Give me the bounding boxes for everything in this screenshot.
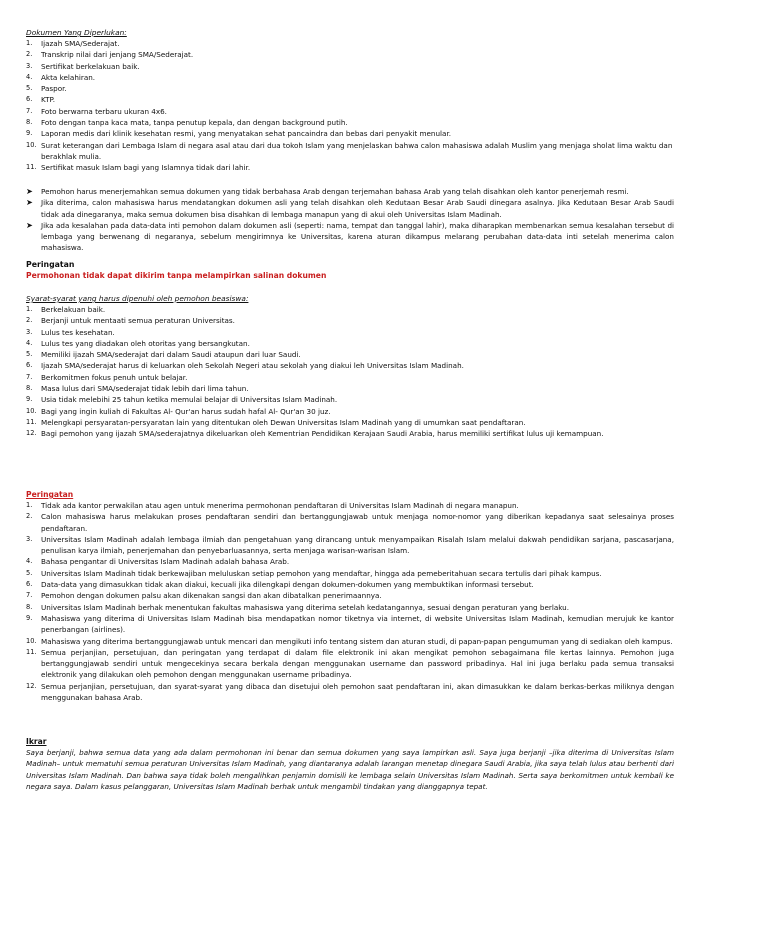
list-number: 7. (26, 591, 33, 600)
warning-list-item (26, 500, 674, 511)
list-number: 11. (26, 417, 37, 426)
document-list-item (26, 61, 674, 72)
document-list-item (26, 94, 674, 105)
requirement-list-item (26, 360, 604, 371)
note-text: Pemohon harus menerjemahkan semua dokumen yang tidak berbahasa Arab dengan terjemahan bahasa Arab yang telah disahkan oleh kantor penerjemah resmi. (41, 187, 629, 196)
warnings-title: Peringatan (26, 490, 74, 499)
list-number: 2. (26, 512, 33, 521)
requirement-list-item (26, 417, 604, 428)
arrow-bullet-icon: ➤ (26, 197, 33, 208)
warning-list-item (26, 590, 674, 601)
warning-list-item (26, 511, 674, 534)
requirement-list-item (26, 428, 604, 439)
list-item-text: Semua perjanjian, persetujuan, dan peringatan yang terdapat di dalam file elektronik ini akan mengikat pemohon sebagaimana file kertas lainnya. Pemohon juga bertanggungjawab sendiri untuk mengecekinya secara berkala dengan menggunakan username dan password pribadinya. Hal ini juga berlaku pada semua transaksi elektronik yang dilakukan oleh pemohon dengan menggunakan username pribadinya. (41, 647, 674, 680)
pledge-section (26, 736, 674, 792)
list-number: 8. (26, 602, 33, 611)
warning-and-requirements-section (26, 259, 604, 440)
list-item-text: Universitas Islam Madinah tidak berkewajiban meluluskan setiap pemohon yang mendaftar, hingga ada pemeberitahuan secara tertulis dari pihak kampus. (41, 568, 602, 578)
required-documents-section (26, 27, 674, 174)
list-item-text: Masa lulus dari SMA/sederajat tidak lebih dari lima tahun. (41, 384, 249, 394)
list-item-text: Ijazah SMA/Sederajat. (41, 39, 120, 48)
list-number: 1. (26, 39, 33, 47)
list-item-text: Universitas Islam Madinah berhak menentukan fakultas mahasiswa yang diterima setelah kedatangannya, sesuai dengan peraturan yang berlaku. (41, 602, 570, 612)
document-list-item (26, 49, 674, 60)
list-item-text: Memiliki ijazah SMA/sederajat dari dalam Saudi ataupun dari luar Saudi. (41, 350, 301, 360)
list-item-text: Bahasa pengantar di Universitas Islam Madinah adalah bahasa Arab. (41, 557, 290, 567)
list-item-text: Pemohon dengan dokumen palsu akan dikenakan sangsi dan akan dibatalkan penerimaannya. (41, 591, 382, 601)
warning-list-item (26, 636, 674, 647)
requirement-list-item (26, 304, 604, 315)
warning-list-item (26, 579, 674, 590)
list-number: 11. (26, 647, 37, 656)
document-list-item (26, 72, 674, 83)
list-item-text: Sertifikat masuk Islam bagi yang Islamnya tidak dari lahir. (41, 163, 251, 173)
note-text: Jika ada kesalahan pada data-data inti pemohon dalam dokumen asli (seperti: nama, tempat dan tanggal lahir), maka diharapkan membenarkan semua kesalahan tersebut di lembaga yang berwenang di negaranya, sebelum mengirimnya ke Universitas, karena aturan dikampus melarang perubahan data-data inti setelah menerima calon mahasiswa. (41, 220, 674, 253)
requirements-heading: Syarat-syarat yang harus dipenuhi oleh pemohon beasiswa: (26, 294, 249, 303)
requirement-list-item (26, 338, 604, 349)
requirement-list-item (26, 315, 604, 326)
list-item-text: Bagi yang ingin kuliah di Fakultas Al- Qur'an harus sudah hafal Al- Qur'an 30 juz. (41, 406, 331, 416)
requirements-list (26, 304, 604, 440)
list-number: 6. (26, 580, 33, 589)
list-number: 3. (26, 534, 33, 543)
list-number: 5. (26, 84, 33, 93)
required-documents-heading: Dokumen Yang Diperlukan: (26, 28, 127, 37)
list-number: 3. (26, 61, 33, 70)
list-item-text: Akta kelahiran. (41, 72, 96, 82)
requirement-list-item (26, 372, 604, 383)
warning-list-item (26, 556, 674, 567)
requirement-list-item (26, 394, 604, 405)
list-number: 1. (26, 501, 33, 509)
document-list-item (26, 106, 674, 117)
list-item-text: Transkrip nilai dari jenjang SMA/Sederajat. (41, 50, 194, 60)
list-number: 4. (26, 72, 33, 81)
list-item-text: Paspor. (41, 84, 67, 94)
note-text: Jika diterima, calon mahasiswa harus mendatangkan dokumen asli yang telah disahkan oleh Kedutaan Besar Arab Saudi dinegara asalnya. Jika Kedutaan Besar Arab Saudi tidak ada dinegaranya, maka semua dokumen bisa disahkan di lembaga manapun yang di akui oleh Universitas Islam Madinah. (41, 198, 674, 219)
list-item-text: Berkomitmen fokus penuh untuk belajar. (41, 372, 188, 382)
document-list-item (26, 162, 674, 173)
requirement-list-item (26, 406, 604, 417)
document-list-item (26, 128, 674, 139)
list-item-text: Lulus tes yang diadakan oleh otoritas yang bersangkutan. (41, 338, 250, 348)
document-list-item (26, 83, 674, 94)
list-number: 6. (26, 361, 33, 370)
list-number: 2. (26, 50, 33, 59)
list-number: 9. (26, 129, 33, 138)
requirement-list-item (26, 349, 604, 360)
list-item-text: Lulus tes kesehatan. (41, 327, 115, 337)
list-number: 9. (26, 613, 33, 622)
warning-list-item (26, 647, 674, 681)
list-number: 12. (26, 681, 37, 690)
list-number: 9. (26, 395, 33, 404)
list-number: 3. (26, 327, 33, 336)
list-number: 10. (26, 636, 37, 645)
note-item (26, 186, 674, 197)
pledge-title: Ikrar (26, 737, 47, 746)
list-number: 6. (26, 95, 33, 104)
list-number: 5. (26, 350, 33, 359)
arrow-bullet-icon: ➤ (26, 219, 33, 230)
list-item-text: Semua perjanjian, persetujuan, dan syarat-syarat yang dibaca dan disetujui oleh pemohon saat pendaftaran ini, akan dimasukkan ke dalam berkas-berkas miliknya dengan menggunakan bahasa Arab. (41, 681, 674, 703)
note-item (26, 197, 674, 220)
list-number: 8. (26, 118, 33, 127)
list-item-text: KTP. (41, 95, 56, 105)
list-item-text: Melengkapi persyaratan-persyaratan lain yang ditentukan oleh Dewan Universitas Islam Madinah yang di umumkan saat pendaftaran. (41, 417, 526, 427)
list-item-text: Usia tidak melebihi 25 tahun ketika memulai belajar di Universitas Islam Madinah. (41, 395, 338, 405)
list-number: 8. (26, 384, 33, 393)
list-number: 11. (26, 163, 37, 172)
list-item-text: Tidak ada kantor perwakilan atau agen untuk menerima permohonan pendaftaran di Universitas Islam Madinah di negara manapun. (41, 501, 519, 510)
required-documents-list (26, 38, 674, 174)
warning-list-item (26, 602, 674, 613)
warnings-list (26, 500, 674, 703)
list-item-text: Ijazah SMA/sederajat harus di keluarkan oleh Sekolah Negeri atau sekolah yang diakui leh Universitas Islam Madinah. (41, 361, 464, 371)
list-number: 7. (26, 372, 33, 381)
list-item-text: Universitas Islam Madinah adalah lembaga ilmiah dan pengetahuan yang dirancang untuk menyampaikan Risalah Islam melalui dakwah pendidikan sarjana, pascasarjana, penulisan karya ilmiah, penerjemahan dan penyebarluasannya, serta menjaga warisan-warisan Islam. (41, 534, 674, 556)
document-list-item (26, 140, 674, 163)
list-item-text: Calon mahasiswa harus melakukan proses pendaftaran sendiri dan bertanggungjawab untuk menjaga nomor-nomor yang diberikan kepadanya saat selesainya proses pendaftaran. (41, 512, 674, 533)
notes-list (26, 186, 674, 254)
requirement-list-item (26, 327, 604, 338)
list-number: 10. (26, 406, 37, 415)
list-number: 10. (26, 140, 37, 149)
list-number: 2. (26, 316, 33, 325)
note-item (26, 220, 674, 254)
list-item-text: Berkelakuan baik. (41, 305, 106, 314)
document-list-item (26, 38, 674, 49)
list-item-text: Foto berwarna terbaru ukuran 4x6. (41, 106, 167, 116)
list-number: 7. (26, 106, 33, 115)
list-number: 4. (26, 557, 33, 566)
list-number: 12. (26, 429, 37, 438)
document-list-item (26, 117, 674, 128)
pledge-text: Saya berjanji, bahwa semua data yang ada dalam permohonan ini benar dan semua dokumen yang saya lampirkan asli. Saya juga berjanji –jika diterima di Universitas Islam Madinah– untuk mematuhi semua peraturan Universitas Islam Madinah, yang diantaranya adalah larangan menetap dinegara Saudi Arabia, jika saya telah lulus atau berhenti dari Universitas Islam Madinah. Dan bahwa saya tidak boleh mengalihkan penjamin domisili ke lembaga selain Universitas Islam Madinah. Serta saya berkomitmen untuk kembali ke negara saya. Dalam kasus pelanggaran, Universitas Islam Madinah berhak untuk mengambil tindakan yang dianggapnya tepat. (26, 748, 674, 791)
notes-section (26, 186, 674, 254)
list-item-text: Data-data yang dimasukkan tidak akan diakui, kecuali jika dilengkapi dengan dokumen-dokumen yang membuktikan informasi tersebut. (41, 580, 534, 590)
list-number: 5. (26, 568, 33, 577)
list-item-text: Laporan medis dari klinik kesehatan resmi, yang menyatakan sehat pancaindra dan bebas dari penyakit menular. (41, 129, 452, 139)
list-item-text: Bagi pemohon yang ijazah SMA/sederajatnya dikeluarkan oleh Kementrian Pendidikan Kerajaan Saudi Arabia, harus memiliki sertifikat lulus uji kemampuan. (41, 429, 604, 439)
warning-message: Permohonan tidak dapat dikirim tanpa melampirkan salinan dokumen (26, 271, 327, 280)
list-item-text: Mahasiswa yang diterima bertanggungjawab untuk mencari dan mengikuti info tentang sistem dan aturan studi, di papan-papan pengumuman yang di sediakan oleh kampus. (41, 636, 673, 646)
warning-list-item (26, 613, 674, 636)
list-item-text: Mahasiswa yang diterima di Universitas Islam Madinah bisa mendapatkan nomor tiketnya via internet, di website Universitas Islam Madinah, kemudian merujuk ke kantor penerbangan (airlines). (41, 613, 674, 635)
warning-list-item (26, 568, 674, 579)
warning-title: Peringatan (26, 260, 75, 269)
list-item-text: Sertifikat berkelakuan baik. (41, 61, 140, 71)
list-number: 4. (26, 338, 33, 347)
warnings-section (26, 489, 674, 703)
warning-list-item (26, 534, 674, 557)
list-item-text: Surat keterangan dari Lembaga Islam di negara asal atau dari dua tokoh Islam yang menjelaskan bahwa calon mahasiswa adalah Muslim yang menjaga sholat lima waktu dan berakhlak mulia. (41, 140, 673, 161)
list-number: 1. (26, 305, 33, 313)
requirement-list-item (26, 383, 604, 394)
arrow-bullet-icon: ➤ (26, 186, 33, 196)
list-item-text: Foto dengan tanpa kaca mata, tanpa penutup kepala, dan dengan background putih. (41, 118, 348, 128)
list-item-text: Berjanji untuk mentaati semua peraturan Universitas. (41, 316, 235, 326)
warning-list-item (26, 681, 674, 704)
